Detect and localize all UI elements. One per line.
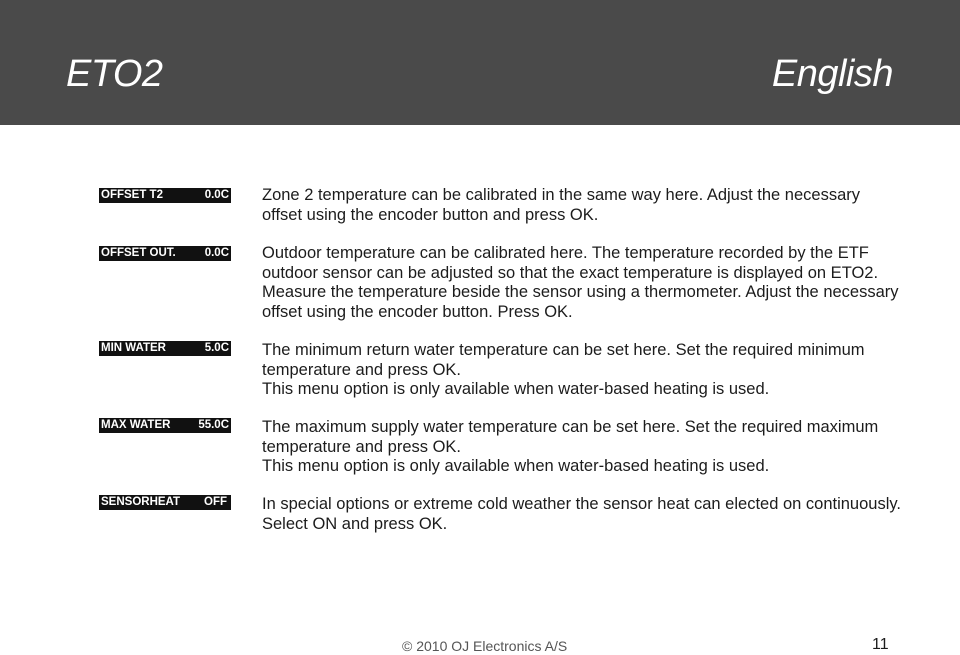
description-paragraph: The minimum return water temperature can be set here. Set the required minimum temperature and press OK. [262,341,865,379]
setting-description [262,341,902,400]
description-paragraph: This menu option is only available when water-based heating is used. [262,457,770,475]
product-title: ETO2 [66,53,163,95]
lcd-display [99,246,231,261]
lcd-label: OFFSET T2 [101,189,163,201]
setting-description [262,244,902,322]
lcd-value: 55.0C [198,419,229,431]
setting-description [262,418,902,477]
copyright-notice: © 2010 OJ Electronics A/S [402,638,568,654]
lcd-label: OFFSET OUT. [101,247,176,259]
lcd-display [99,495,231,510]
setting-description [262,495,902,534]
description-paragraph: In special options or extreme cold weather the sensor heat can elected on continuously. Select ON and press OK. [262,495,901,533]
description-paragraph: Zone 2 temperature can be calibrated in the same way here. Adjust the necessary offset using the encoder button and press OK. [262,186,861,224]
page-number: 11 [872,636,889,653]
lcd-display [99,341,231,356]
lcd-label: SENSORHEAT [101,496,181,508]
setting-description [262,186,902,225]
lcd-value: 5.0C [204,342,229,354]
description-paragraph: The maximum supply water temperature can be set here. Set the required maximum temperature and press OK. [262,418,879,456]
lcd-value: 0.0C [204,247,229,259]
description-paragraph: This menu option is only available when water-based heating is used. [262,380,770,398]
lcd-display [99,188,231,203]
page-header [0,0,960,125]
lcd-value: 0.0C [204,189,229,201]
description-paragraph: Outdoor temperature can be calibrated here. The temperature recorded by the ETF outdoor sensor can be adjusted so that the exact temperature is displayed on ETO2. Measure the temperature beside the sensor using a thermometer. Adjust the necessary offset using the encoder button. Press OK. [262,244,899,321]
lcd-label: MIN WATER [101,342,166,354]
language-title: English [771,53,893,95]
lcd-label: MAX WATER [101,419,171,431]
lcd-display [99,418,231,433]
lcd-value: OFF [204,496,227,508]
